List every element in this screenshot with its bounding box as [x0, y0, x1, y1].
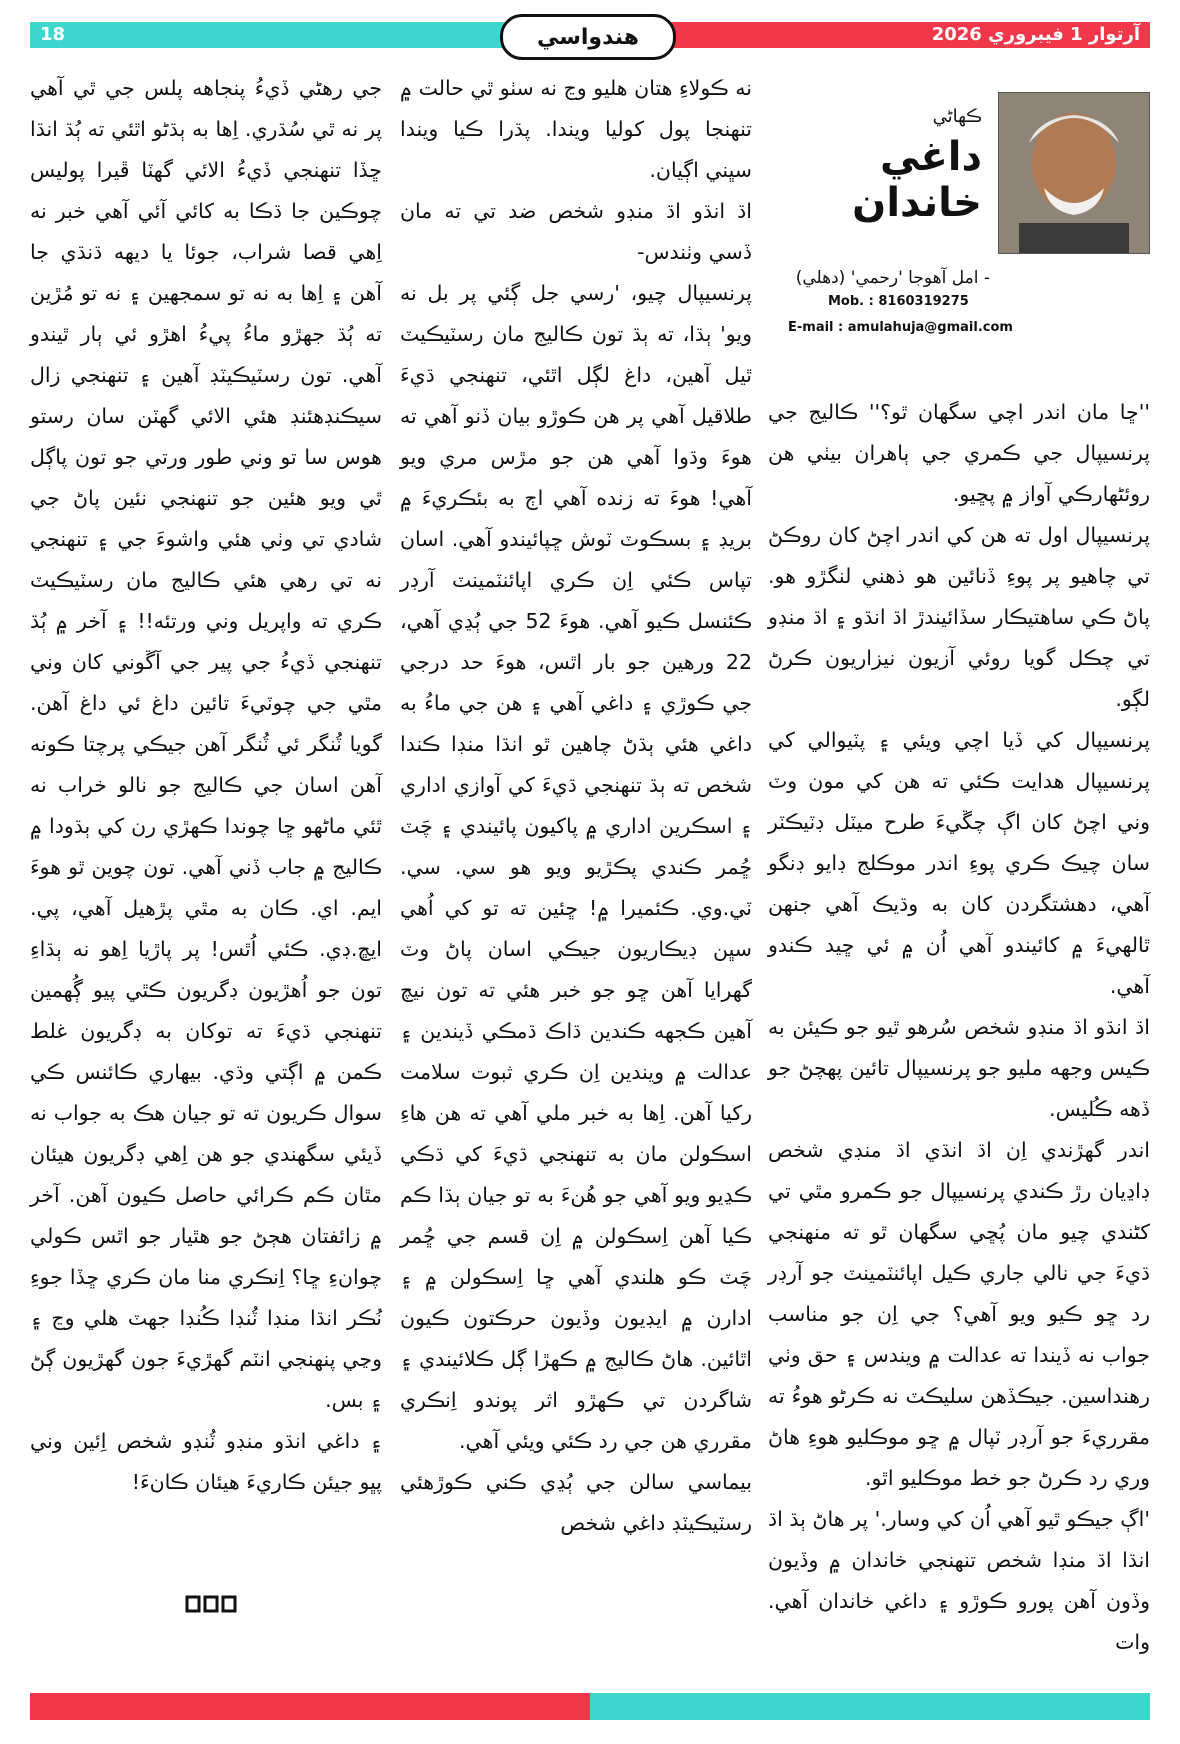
article-author: - امل آهوجا 'رحمي' (دهلي)	[795, 268, 990, 288]
article-title: داغي خاندان	[852, 134, 982, 226]
paragraph: اڌ انڌو اڌ منڊو شخص سُرهو ٿيو جو ڪيئن به ڪيس وجهه مليو جو پرنسيپال تائين پهچڻ جو ڏهه ڪُليس.	[768, 1015, 1150, 1121]
article-byline	[768, 68, 1150, 384]
paragraph: نه ڪولاءِ هتان هليو وڃ نه سٺو ٿي حالت ۾ تنهنجا پول کوليا ويندا. پڌرا ڪيا ويندا سڀني اڳيان.	[400, 76, 752, 182]
author-email: E-mail : amulahuja@gmail.com	[788, 320, 1013, 335]
paragraph: اڌ انڌو اڌ منڊو شخص ضد تي ته مان ڏسي وٺندس-	[400, 199, 752, 264]
footer-cyan-bar	[590, 1693, 1150, 1720]
masthead-logo: هندواسي	[500, 14, 676, 60]
paragraph: جي رهڻي ڏيءُ پنجاهه پلس جي ٿي آهي پر نه ٿي سُڌري. اِها به ٻڌڻو اٿئي ته ٻُڌ انڌا ڇڏا تنهنجي ڏيءُ الائي گهٽا ڦيرا پوليس چوڪين جا ڌڪا به کائي آئي آهي خبر نه اِهي قصا شراب، جوئا يا ديهه ڌنڌي جا آهن ۽ اِها به نه تو سمجهين ۽ نه تو مُڙين ته ٻُڌ جهڙو ماءُ پيءُ اهڙو ئي ٻار ٿيندو آهي. تون رسٽيڪيٽڊ آهين ۽ تنهنجي زال سيڪنڊهئنڊ هئي الائي گهٽن سان رستو هوس سا تو وني طور ورتي جو تون پاڳل ٿي ويو هئين جو تنهنجي نئين پاڻ جي شادي تي وٺي هئي واشوءَ جي ۽ تنهنجي نه تي رهي هئي ڪاليج مان رسٽيڪيٽ ڪري ته واپريل وني ورتئه!! ۽ آخر ۾ ٻُڌ تنهنجي ڏيءُ جي پير جي آڱوني کان وني مٿي جي چوٽيءَ تائين داغ ئي داغ آهن. گويا ٽُنگر ئي ٽُنگر آهن جيڪي پرچتا ڪونه آهن اسان جي ڪاليج جو نالو خراب نه ٿئي ماڻهو ڇا چوندا ڪهڙي رن کي ٻڌودا ۾ ڪاليج ۾ جاب ڏني آهي. تون چوين ٿو هوءَ ايم. اي. ڪان به مٿي پڙهيل آهي، پي. ايڇ.ڊي. ڪئي اُٿس! پر پاڙيا اِهو نه ٻڌاءِ تون جو اُهڙيون ڊگريون ڪٿي پيو ڳُهمين تنهنجي ڌيءَ ته توکان به ڊگريون غلط ڪمن ۾ اڳتي وڌي. بيهاري ڪائنس ڪي سوال ڪريون ته تو جيان هڪ به جواب نه ڏيئي سگهندي جو هن اِهي ڊگريون هيئان مٿان ڪم ڪرائي حاصل ڪيون آهن. آخر ۾ زائفتان هڄڻ جو هٿيار جو اٿس ڪولي چوانءِ ڇا؟ اِنڪري منا مان ڪري ڇڏا جوءِ نُڪر انڌا منڊا ٽُنڊا ڪُنڊا جهٽ هلي وڃ ۽ وڃي پنهنجي انٽم گهڙيءَ جون گهڙيون ڳڻ ۽ بس.	[30, 76, 382, 1412]
column-middle	[400, 68, 752, 1544]
paragraph: اندر گهڙندي اِن اڌ انڌي اڌ منڊي شخص ڊاڍيان رڙ ڪندي پرنسيپال جو ڪمرو مٿي تي کڻندي چيو مان پُڇي سگهان ٿو ته منهنجي ڌيءَ جي نالي جاري ڪيل اپائنٽمينٽ جو آرڊر رد ڇو ڪيو ويو آهي؟ جي اِن جو مناسب جواب نه ڏيندا ته عدالت ۾ ويندس ۽ حق وٺي رهنداسين. جيڪڏهن سليڪٽ نه ڪرڻو هوءُ ته مقرريءَ جو آرڊر ٽپال ۾ ڇو موڪليو هوءِ هاڻ وري رد ڪرڻ جو خط موڪليو اٿو.	[768, 1138, 1150, 1490]
issue-date: آرتوار 1 فيبروري 2026	[931, 24, 1140, 45]
paragraph: بيماسي سالن جي ٻُڍي ڪني ڪوڙهئي رسٽيڪيٽڊ داغي شخص	[400, 1470, 752, 1535]
paragraph: ''ڇا مان اندر اچي سگهان ٿو؟'' ڪاليج جي پرنسيپال جي ڪمري جي ٻاهران بيٺي هن روئڻهارڪي آواز ۾ پڇيو.	[768, 400, 1150, 506]
paragraph: پرنسيپال اول ته هن کي اندر اچڻ کان روڪڻ تي چاهيو پر پوءِ ڏنائين هو ذهني لنگڙو هو. پاڻ ڪي ساهتيڪار سڏائيندڙ اڌ انڌو ۽ اڌ منڊو تي چڪل گويا روئي آزيون نيزاريون ڪرڻ لڳو.	[768, 523, 1150, 711]
header-cyan-bar	[30, 22, 510, 48]
column-right	[768, 392, 1150, 1663]
paragraph: 'اڳ جيڪو ٿيو آهي اُن کي وسار.' پر هاڻ ٻڌ اڌ انڌا اڌ منڊا شخص تنهنجي خاندان ۾ وڏيون وڏون آهن پورو ڪوڙو ۽ داغي خاندان آهي. وات	[768, 1507, 1150, 1654]
paragraph: پرنسيپال کي ڏيا اچي ويئي ۽ پٽيوالي کي پرنسيپال هدايت ڪئي ته هن کي مون وٽ وني اچڻ کان اڳ چڱيءَ طرح ميٽل ڊٽيڪٽر سان چيڪ ڪري پوءِ اندر موڪلج ڊايو ڊنگو آهي، دهشتگردن کان به وڌيڪ آهي جنهن ٿالهيءَ ۾ کائيندو آهي اُن ۾ ئي ڇيد ڪندو آهي.	[768, 728, 1150, 998]
footer-red-bar	[30, 1693, 590, 1720]
article-category: ڪهاڻي	[932, 106, 982, 127]
page-footer	[30, 1693, 1150, 1720]
column-left	[30, 68, 382, 1503]
end-of-article-icon	[185, 1595, 241, 1615]
author-mobile: Mob. : 8160319275	[828, 294, 969, 309]
page-number: 18	[40, 24, 66, 45]
paragraph: پرنسيپال چيو، 'رسي جل ڳئي پر بل نه ويو' ٻڌا، ته ٻڌ تون ڪاليج مان رسٽيڪيٽ ٿيل آهين، داغ لڳل اٿئي، تنهنجي ڌيءَ طلاقيل آهي پر هن ڪوڙو بيان ڏنو آهي ته هوءَ وڌوا آهي هن جو مڙس مري ويو آهي! هوءَ ته زنده آهي اڄ به بئڪريءَ ۾ بريڊ ۽ بسڪوٽ ٽوش ڇپائيندو آهي. اسان تپاس ڪئي اِن ڪري اپائنٽمينٽ آرڊر ڪئنسل ڪيو آهي. هوءَ 52 جي ٻُڍي آهي، 22 ورهين جو بار اٿس، هوءَ حد درجي جي ڪوڙي ۽ داغي آهي ۽ هن جي ماءُ به داغي هئي ٻڌڻ چاهين ٿو انڌا منڊا ڪندا شخص ته ٻڌ تنهنجي ڌيءَ کي آوازي اداري ۽ اسڪرين اداري ۾ پاکيون پائيندي ۽ چَٽ ڇُمر ڪندي پڪڙيو ويو هو سي. سي. ٽي.وي. ڪئميرا ۾! ڇئين ته تو کي اُهي سڀن ڊيڪاريون جيڪي اسان پاڻ وٽ گهرايا آهن ڇو جو خبر هئي ته تون نيچ آهين ڪجهه ڪندين ڌاڪ ڌمڪي ڏيندين ۽ عدالت ۾ ويندين اِن ڪري ثبوت سلامت رکيا آهن. اِها به خبر ملي آهي ته هن هاءِ اسڪولن مان به تنهنجي ڌيءَ کي ڌڪي ڪڍيو ويو آهي جو هُنءَ به تو جيان ٻڌا ڪم ڪيا آهن اِسڪولن ۾ اِن قسم جي ڇُمر چَٽ ڪو هلندي آهي ڇا اِسڪولن ۾ ۽ ادارن ۾ ايڊيون وڏيون حرڪتون ڪيون اٿائين. هاڻ ڪاليج ۾ ڪهڙا ڳل ڪلائيندي ۽ شاگردن تي ڪهڙو اثر پوندو اِنڪري مقرري هن جي رد ڪئي ويئي آهي.	[400, 281, 752, 1453]
paragraph: ۽ داغي انڌو منڊو ٽُنڊو شخص اِئين وني پڀو جيئن ڪاريءَ هيئان ڪانءَ!	[30, 1429, 382, 1494]
author-photo	[998, 92, 1150, 254]
